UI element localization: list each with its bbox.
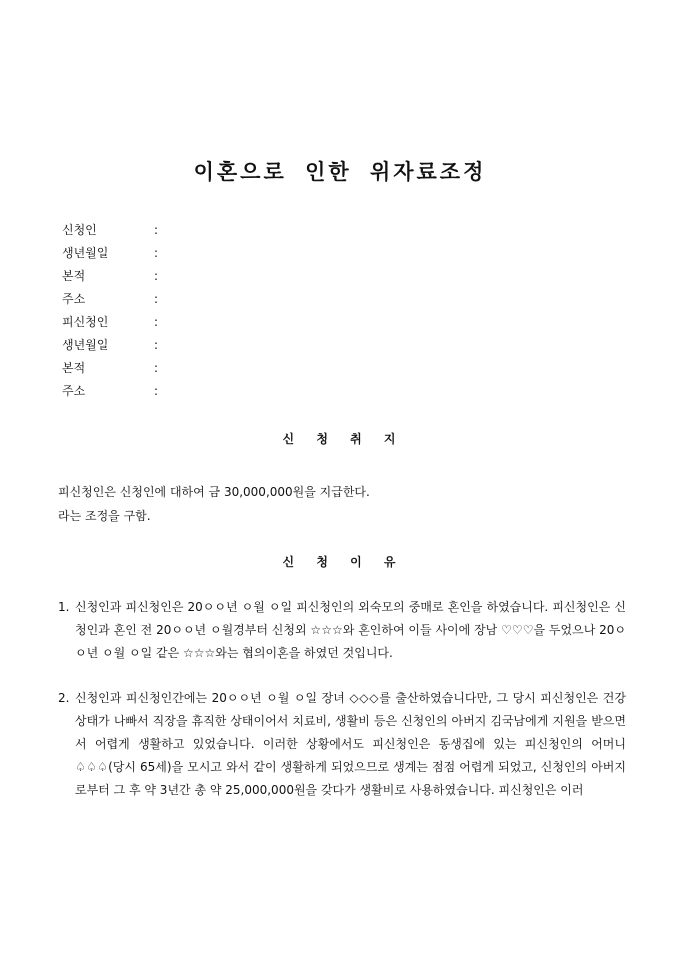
field-colon: : [154,269,159,283]
purpose-heading: 신 청 취 지 [282,432,398,446]
field-label: 본적 [62,269,86,283]
reason-text: 신청인과 피신청인간에는 20ㅇㅇ년 ㅇ월 ㅇ일 장녀 ◇◇◇를 출산하였습니다만, 그 당시 피신청인은 건강상태가 나빠서 직장을 휴직한 상태이어서 치료비, 생활비 등은 신청인의 아버지 김국남에게 지원을 받으면서 어렵게 생활하고 있었습니다. 이러한 상황에서도 피신청인은 동생집에 있는 피신청인의 어머니 ♤♤♤(당시 65세)을 모시고 와서 같이 생활하게 되었으므로 생계는 점점 어렵게 되었고, 신청인의 아버지로부터 그 후 약 3년간 총 약 25,000,000원을 갖다가 생활비로 사용하였습니다. 피신청인은 이러 [75,691,626,797]
field-label: 생년월일 [62,246,109,260]
reason-text: 신청인과 피신청인은 20ㅇㅇ년 ㅇ월 ㅇ일 피신청인의 외숙모의 중매로 혼인을 하였습니다. 피신청인은 신청인과 혼인 전 20ㅇㅇ년 ㅇ월경부터 신청외 ☆☆☆와 혼인하여 이들 사이에 장남 ♡♡♡을 두었으나 20ㅇㅇ년 ㅇ월 ㅇ일 같은 ☆☆☆와는 협의이혼을 하였던 것입니다. [75,600,626,660]
field-label: 피신청인 [62,315,109,329]
purpose-line: 피신청인은 신청인에 대하여 금 30,000,000원을 지급한다. [58,485,370,499]
respondent-domicile-field [62,360,158,383]
field-colon: : [154,223,159,237]
reason-item [58,596,626,665]
field-colon: : [154,292,159,306]
field-label: 신청인 [62,223,97,237]
reasons-list [58,596,626,824]
applicant-birthdate-field [62,245,158,268]
reason-number: 1. [58,600,70,614]
respondent-birthdate-field [62,337,158,360]
field-label: 본적 [62,361,86,375]
applicant-address-field [62,291,158,314]
party-info-block [62,222,158,406]
applicant-name-field [62,222,158,245]
respondent-address-field [62,383,158,406]
reason-item [58,687,626,802]
reason-number: 2. [58,691,70,705]
field-label: 생년월일 [62,338,109,352]
purpose-line: 라는 조정을 구함. [58,509,151,523]
field-colon: : [154,384,159,398]
field-colon: : [154,361,159,375]
field-label: 주소 [62,292,86,306]
field-label: 주소 [62,384,86,398]
purpose-body [58,480,370,528]
document-title: 이혼으로 인한 위자료조정 [193,159,487,184]
field-colon: : [154,315,159,329]
applicant-domicile-field [62,268,158,291]
field-colon: : [154,246,159,260]
respondent-name-field [62,314,158,337]
field-colon: : [154,338,159,352]
reasons-heading: 신 청 이 유 [282,555,398,569]
